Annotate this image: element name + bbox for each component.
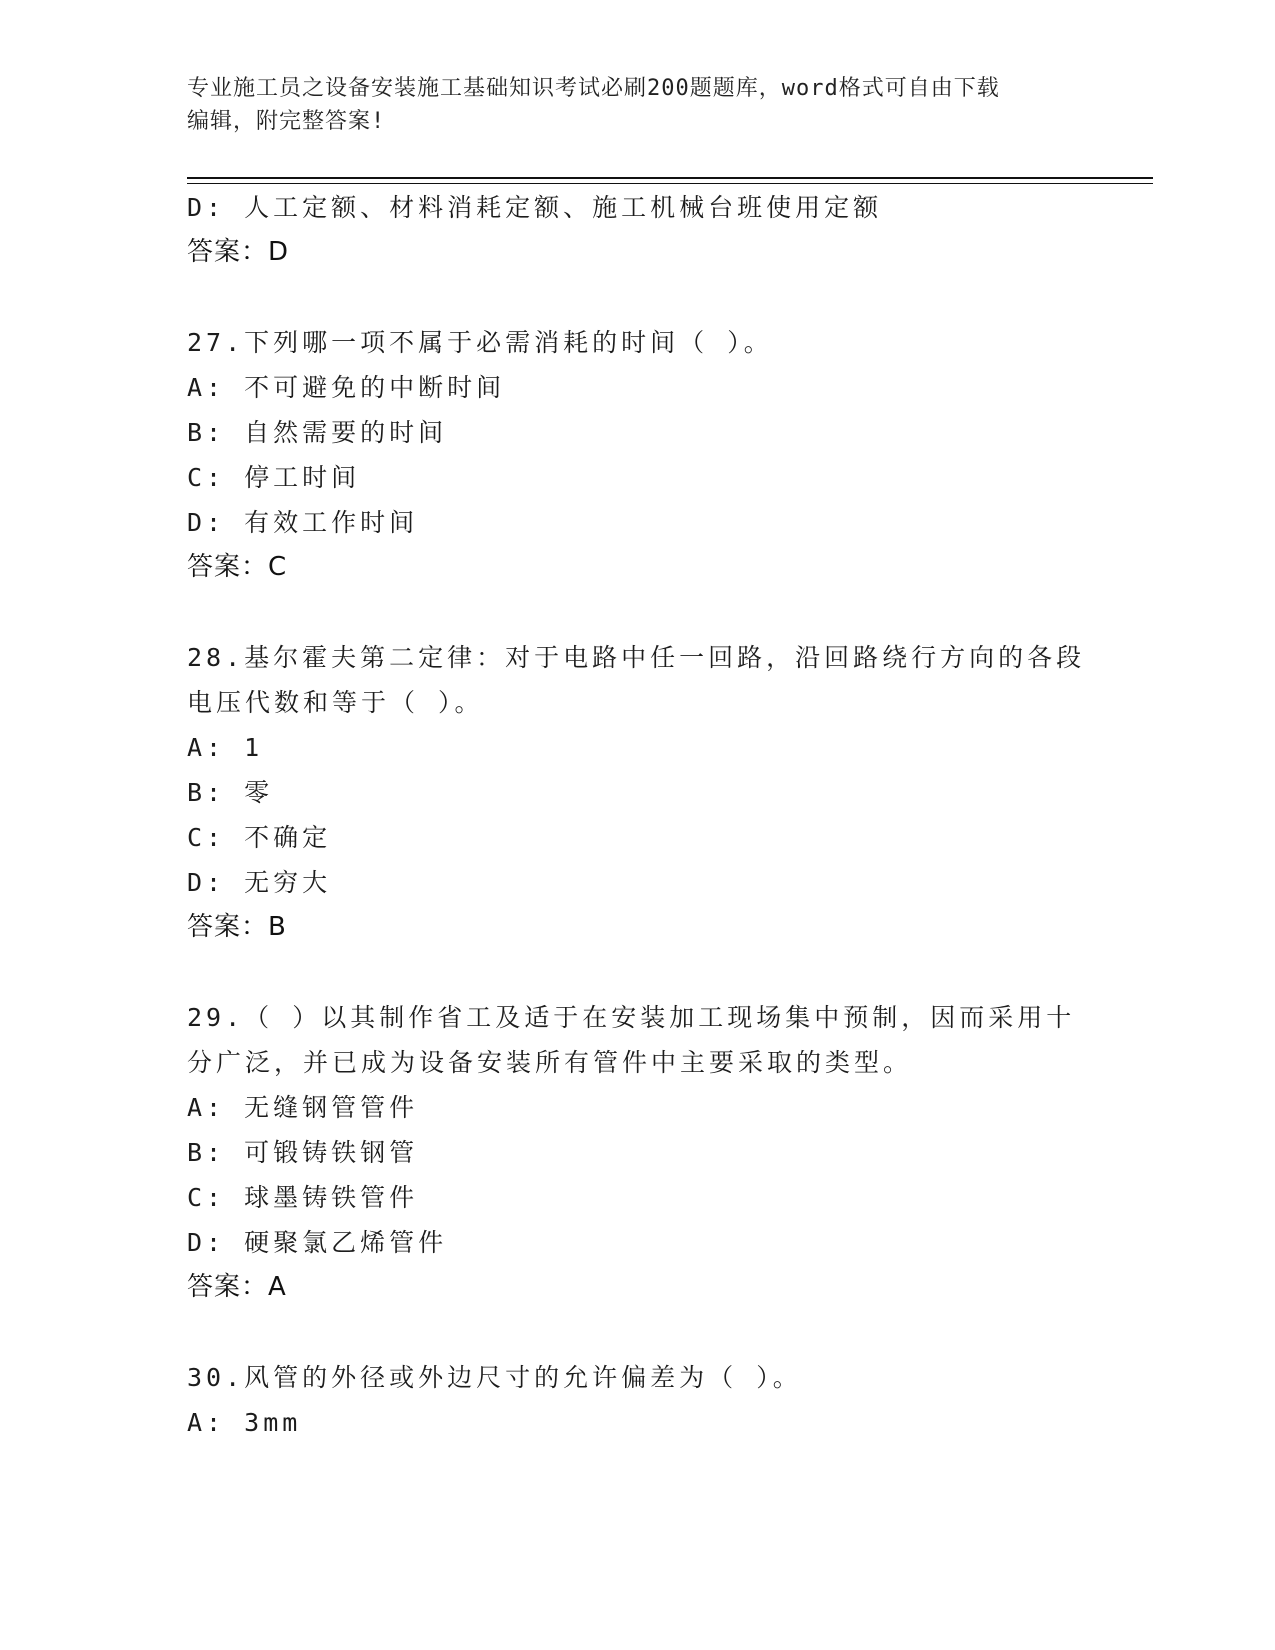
q30-stem: 30.风管的外径或外边尺寸的允许偏差为（ ）。 bbox=[187, 1363, 802, 1392]
header-line-2: 编辑，附完整答案! bbox=[187, 109, 386, 134]
q27-answer: 答案：C bbox=[187, 552, 288, 582]
q29-stem-line-2: 分广泛，并已成为设备安装所有管件中主要采取的类型。 bbox=[187, 1048, 913, 1077]
q28-stem-line-1: 28.基尔霍夫第二定律：对于电路中任一回路，沿回路绕行方向的各段 bbox=[187, 643, 1086, 672]
q27-option-b: B: 自然需要的时间 bbox=[187, 418, 448, 447]
q30-option-a: A: 3mm bbox=[187, 1408, 302, 1437]
q27-option-a: A: 不可避免的中断时间 bbox=[187, 373, 506, 402]
q28-answer: 答案：B bbox=[187, 912, 287, 942]
q29-option-b: B: 可锻铸铁钢管 bbox=[187, 1138, 419, 1167]
q29-stem-line-1: 29.（ ）以其制作省工及适于在安装加工现场集中预制，因而采用十 bbox=[187, 1003, 1076, 1032]
q29-answer: 答案：A bbox=[187, 1272, 287, 1302]
q29-option-d: D: 硬聚氯乙烯管件 bbox=[187, 1228, 448, 1257]
q28-option-a: A: 1 bbox=[187, 733, 264, 762]
q27-stem: 27.下列哪一项不属于必需消耗的时间（ ）。 bbox=[187, 328, 773, 357]
q28-option-b: B: 零 bbox=[187, 778, 274, 807]
header-line-1: 专业施工员之设备安装施工基础知识考试必刷200题题库，word格式可自由下载 bbox=[187, 76, 1000, 101]
q28-option-d: D: 无穷大 bbox=[187, 868, 332, 897]
q28-stem-line-2: 电压代数和等于（ ）。 bbox=[187, 688, 484, 717]
q28-option-c: C: 不确定 bbox=[187, 823, 332, 852]
q29-option-a: A: 无缝钢管管件 bbox=[187, 1093, 419, 1122]
document-header bbox=[187, 72, 1087, 138]
q27-option-c: C: 停工时间 bbox=[187, 463, 361, 492]
q29-option-c: C: 球墨铸铁管件 bbox=[187, 1183, 419, 1212]
header-rule-thin bbox=[187, 183, 1153, 184]
header-rule-thick bbox=[187, 177, 1153, 179]
q26-option-d: D: 人工定额、材料消耗定额、施工机械台班使用定额 bbox=[187, 193, 883, 222]
q27-option-d: D: 有效工作时间 bbox=[187, 508, 419, 537]
q26-answer: 答案：D bbox=[187, 237, 290, 267]
